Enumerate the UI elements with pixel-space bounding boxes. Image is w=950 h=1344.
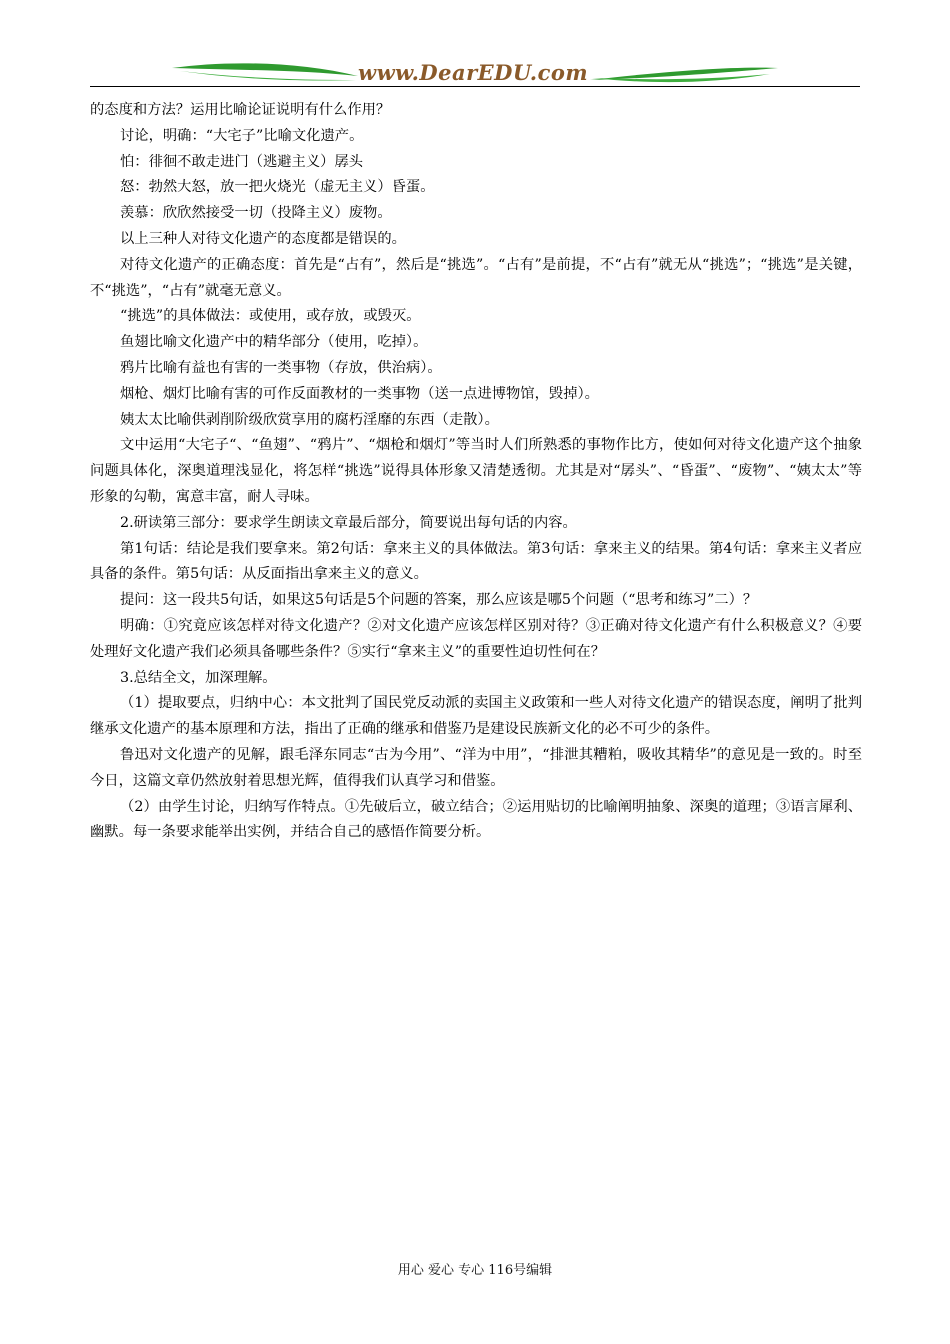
paragraph: 怕：徘徊不敢走进门（逃避主义）孱头	[120, 153, 364, 170]
paragraph: 烟枪、烟灯比喻有害的可作反面教材的一类事物（送一点进博物馆，毁掉）。	[120, 385, 599, 402]
paragraph: 提问：这一段共5句话，如果这5句话是5个问题的答案，那么应该是哪5个问题（“思考和练习”二）？	[120, 592, 758, 609]
paragraph: “挑选”的具体做法：或使用，或存放，或毁灭。	[120, 308, 421, 325]
paragraph: 的态度和方法？运用比喻论证说明有什么作用？	[90, 102, 391, 118]
paragraph: 以上三种人对待文化遗产的态度都是错误的。	[120, 230, 406, 247]
paragraph: 对待文化遗产的正确态度：首先是“占有”，然后是“挑选”。“占有”是前提，不“占有”就无从“挑选”；“挑选”是关键，不“挑选”，“占有”就毫无意义。	[90, 256, 862, 299]
header-divider	[90, 86, 860, 87]
document-body	[90, 98, 862, 846]
paragraph: 文中运用“大宅子“、“鱼翅”、“鸦片”、“烟枪和烟灯”等当时人们所熟悉的事物作比方，使如何对待文化遗产这个抽象问题具体化，深奥道理浅显化，将怎样“挑选”说得具体形象又清楚透彻。尤其是对“孱头”、“昏蛋”、“废物”、“姨太太”等形象的勾勒，寓意丰富，耐人寻味。	[90, 437, 862, 505]
paragraph: 鸦片比喻有益也有害的一类事物（存放，供治病）。	[120, 359, 442, 376]
paragraph: （2）由学生讨论，归纳写作特点。①先破后立，破立结合；②运用贴切的比喻阐明抽象、深奥的道理；③语言犀利、幽默。每一条要求能举出实例，并结合自己的感悟作简要分析。	[90, 798, 862, 841]
site-name-logo[interactable]: www.DearEDU.com	[358, 60, 589, 85]
paragraph: 2.研读第三部分：要求学生朗读文章最后部分，简要说出每句话的内容。	[120, 514, 577, 531]
page-footer: 用心 爱心 专心 116号编辑	[397, 1263, 553, 1278]
paragraph: 怒：勃然大怒，放一把火烧光（虚无主义）昏蛋。	[120, 179, 435, 196]
paragraph: 明确：①究竟应该怎样对待文化遗产？②对文化遗产应该怎样区别对待？③正确对待文化遗产有什么积极意义？④要处理好文化遗产我们必须具备哪些条件？⑤实行“拿来主义”的重要性迫切性何在？	[90, 617, 862, 660]
page-header	[90, 58, 860, 90]
paragraph: 鲁迅对文化遗产的见解，跟毛泽东同志“古为今用”、“洋为中用”，“排泄其糟粕，吸收其精华”的意见是一致的。时至今日，这篇文章仍然放射着思想光辉，值得我们认真学习和借鉴。	[90, 746, 862, 789]
paragraph: 羡慕：欣欣然接受一切（投降主义）废物。	[120, 205, 392, 222]
paragraph: 鱼翅比喻文化遗产中的精华部分（使用，吃掉）。	[120, 334, 428, 351]
paragraph: 3.总结全文，加深理解。	[120, 669, 277, 686]
paragraph: （1）提取要点，归纳中心：本文批判了国民党反动派的卖国主义政策和一些人对待文化遗产的错误态度，阐明了批判继承文化遗产的基本原理和方法，指出了正确的继承和借鉴乃是建设民族新文化的必不可少的条件。	[90, 695, 862, 738]
paragraph: 讨论，明确：“大宅子”比喻文化遗产。	[120, 127, 364, 144]
paragraph: 第1句话：结论是我们要拿来。第2句话：拿来主义的具体做法。第3句话：拿来主义的结果。第4句话：拿来主义者应具备的条件。第5句话：从反面指出拿来主义的意义。	[90, 540, 862, 583]
paragraph: 姨太太比喻供剥削阶级欣赏享用的腐朽淫靡的东西（走散）。	[120, 411, 499, 428]
